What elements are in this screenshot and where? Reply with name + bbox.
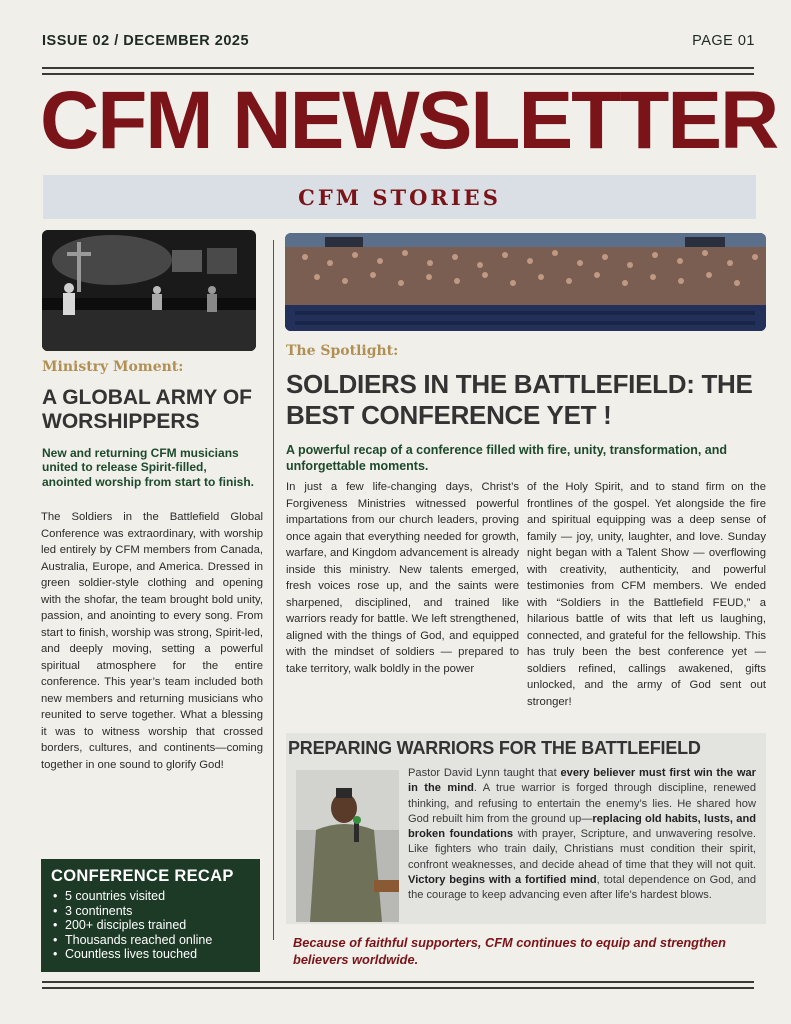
feature-emphasis: replacing old habits, lusts, and broken foundations [408, 812, 757, 841]
column-divider [273, 240, 274, 940]
recap-list [51, 889, 250, 962]
spotlight-kicker: The Spotlight: [286, 343, 399, 359]
section-banner [43, 175, 756, 219]
ministry-moment-kicker: Ministry Moment: [42, 359, 184, 375]
spotlight-headline: SOLDIERS IN THE BATTLEFIELD: THE BEST CONFERENCE YET ! [286, 369, 753, 431]
feature-emphasis: Victory begins with a fortified mind [408, 874, 597, 887]
recap-item: • Countless lives touched [51, 947, 250, 962]
feature-text: Pastor David Lynn taught that [408, 767, 561, 779]
left-body: The Soldiers in the Battlefield Global Conference was extraordinary, with worship led entirely by CFM members from Canada, Australia, Europe, and America. Dressed in green soldier-style clothing and opening with the shofar, the team brought bold unity, passion, and anointing to every song. From start to finish, worship was strong, Spirit-led, and deeply moving, setting a powerful spiritual atmosphere for the entire conference. This year’s team included both new members and returning musicians who reunited to serve together. What a blessing it was to witness worship that crossed borders, cultures, and continents—coming together in one sound to glorify God! [41, 511, 263, 771]
recap-item: • Thousands reached online [51, 933, 250, 948]
conference-recap-box [41, 859, 260, 972]
spotlight-dek: A powerful recap of a conference filled with fire, unity, transformation, and unforgettable moments. [286, 443, 728, 474]
bottom-rule-1 [42, 981, 754, 983]
left-dek: New and returning CFM musicians united to release Spirit-filled, anointed worship from start to finish. [42, 446, 255, 489]
recap-title: CONFERENCE RECAP [51, 867, 234, 885]
recap-item: • 200+ disciples trained [51, 918, 250, 933]
issue-label: ISSUE 02 / DECEMBER 2025 [42, 33, 250, 49]
speaker-photo [296, 770, 399, 922]
feature-emphasis: every believer must first win the war in the mind [408, 767, 756, 795]
masthead-title: CFM NEWSLETTER [40, 75, 778, 166]
conference-group-photo [285, 233, 766, 331]
top-rule-1 [42, 67, 754, 69]
feature-text: with prayer, Scripture, and unwavering resolve. Like fighters who train daily, Christians must condition their spirit, confront weaknesses, and decide ahead of time that they will not quit. [408, 828, 756, 871]
bottom-rule-2 [42, 987, 754, 989]
feature-text: , total dependence on God, and the courage to keep advancing even after life’s hardest blows. [408, 874, 756, 902]
spotlight-body-col-2: of the Holy Spirit, and to stand firm on the frontlines of the gospel. Yet alongside the fire and spiritual equipping was a deep sense of family — joy, unity, laughter, and love. Sunday night began with a Talent Show — overflowing with creativity, authenticity, and powerful testimonies from CFM members. We ended with “Soldiers in the Battlefield FEUD,” a hilarious battle of wits that left us laughing, connected, and grateful for the fellowship. This has truly been the best conference yet — soldiers refined, callings awakened, gifts unlocked, and the army of God sent out stronger! [527, 481, 766, 708]
worship-stage-photo [42, 230, 256, 351]
spotlight-body-col-1: In just a few life-changing days, Christ’s Forgiveness Ministries witnessed powerful impartations from our church leaders, proving once again that everything needed for growth, warfare, and Kingdom advancement is already inside this ministry. New talents emerged, fresh voices rose up, and the saints were sharpened, disciplined, and trained like warriors ready for battle. We left strengthened, aligned with the things of God, and equipped with the mindset of soldiers — prepared to take territory, walk boldly in the power [286, 481, 519, 675]
banner-label: CFM STORIES [298, 184, 501, 210]
recap-item: • 5 countries visited [51, 889, 250, 904]
page-number: PAGE 01 [692, 33, 755, 49]
feature-text: . A true warrior is forged through discipline, renewed thinking, and refusing to entertain the enemy’s lies. He shared how God rebuilt him from the ground up— [408, 782, 756, 825]
speaker-illustration [296, 770, 399, 922]
crowd-illustration [285, 233, 766, 331]
stage-illustration [42, 230, 256, 351]
recap-item: • 3 continents [51, 904, 250, 919]
closing-statement: Because of faithful supporters, CFM continues to equip and strengthen believers worldwide. [293, 935, 726, 968]
feature-body [408, 766, 756, 904]
left-headline: A GLOBAL ARMY OF WORSHIPPERS [42, 386, 252, 434]
feature-title: PREPARING WARRIORS FOR THE BATTLEFIELD [288, 738, 701, 758]
